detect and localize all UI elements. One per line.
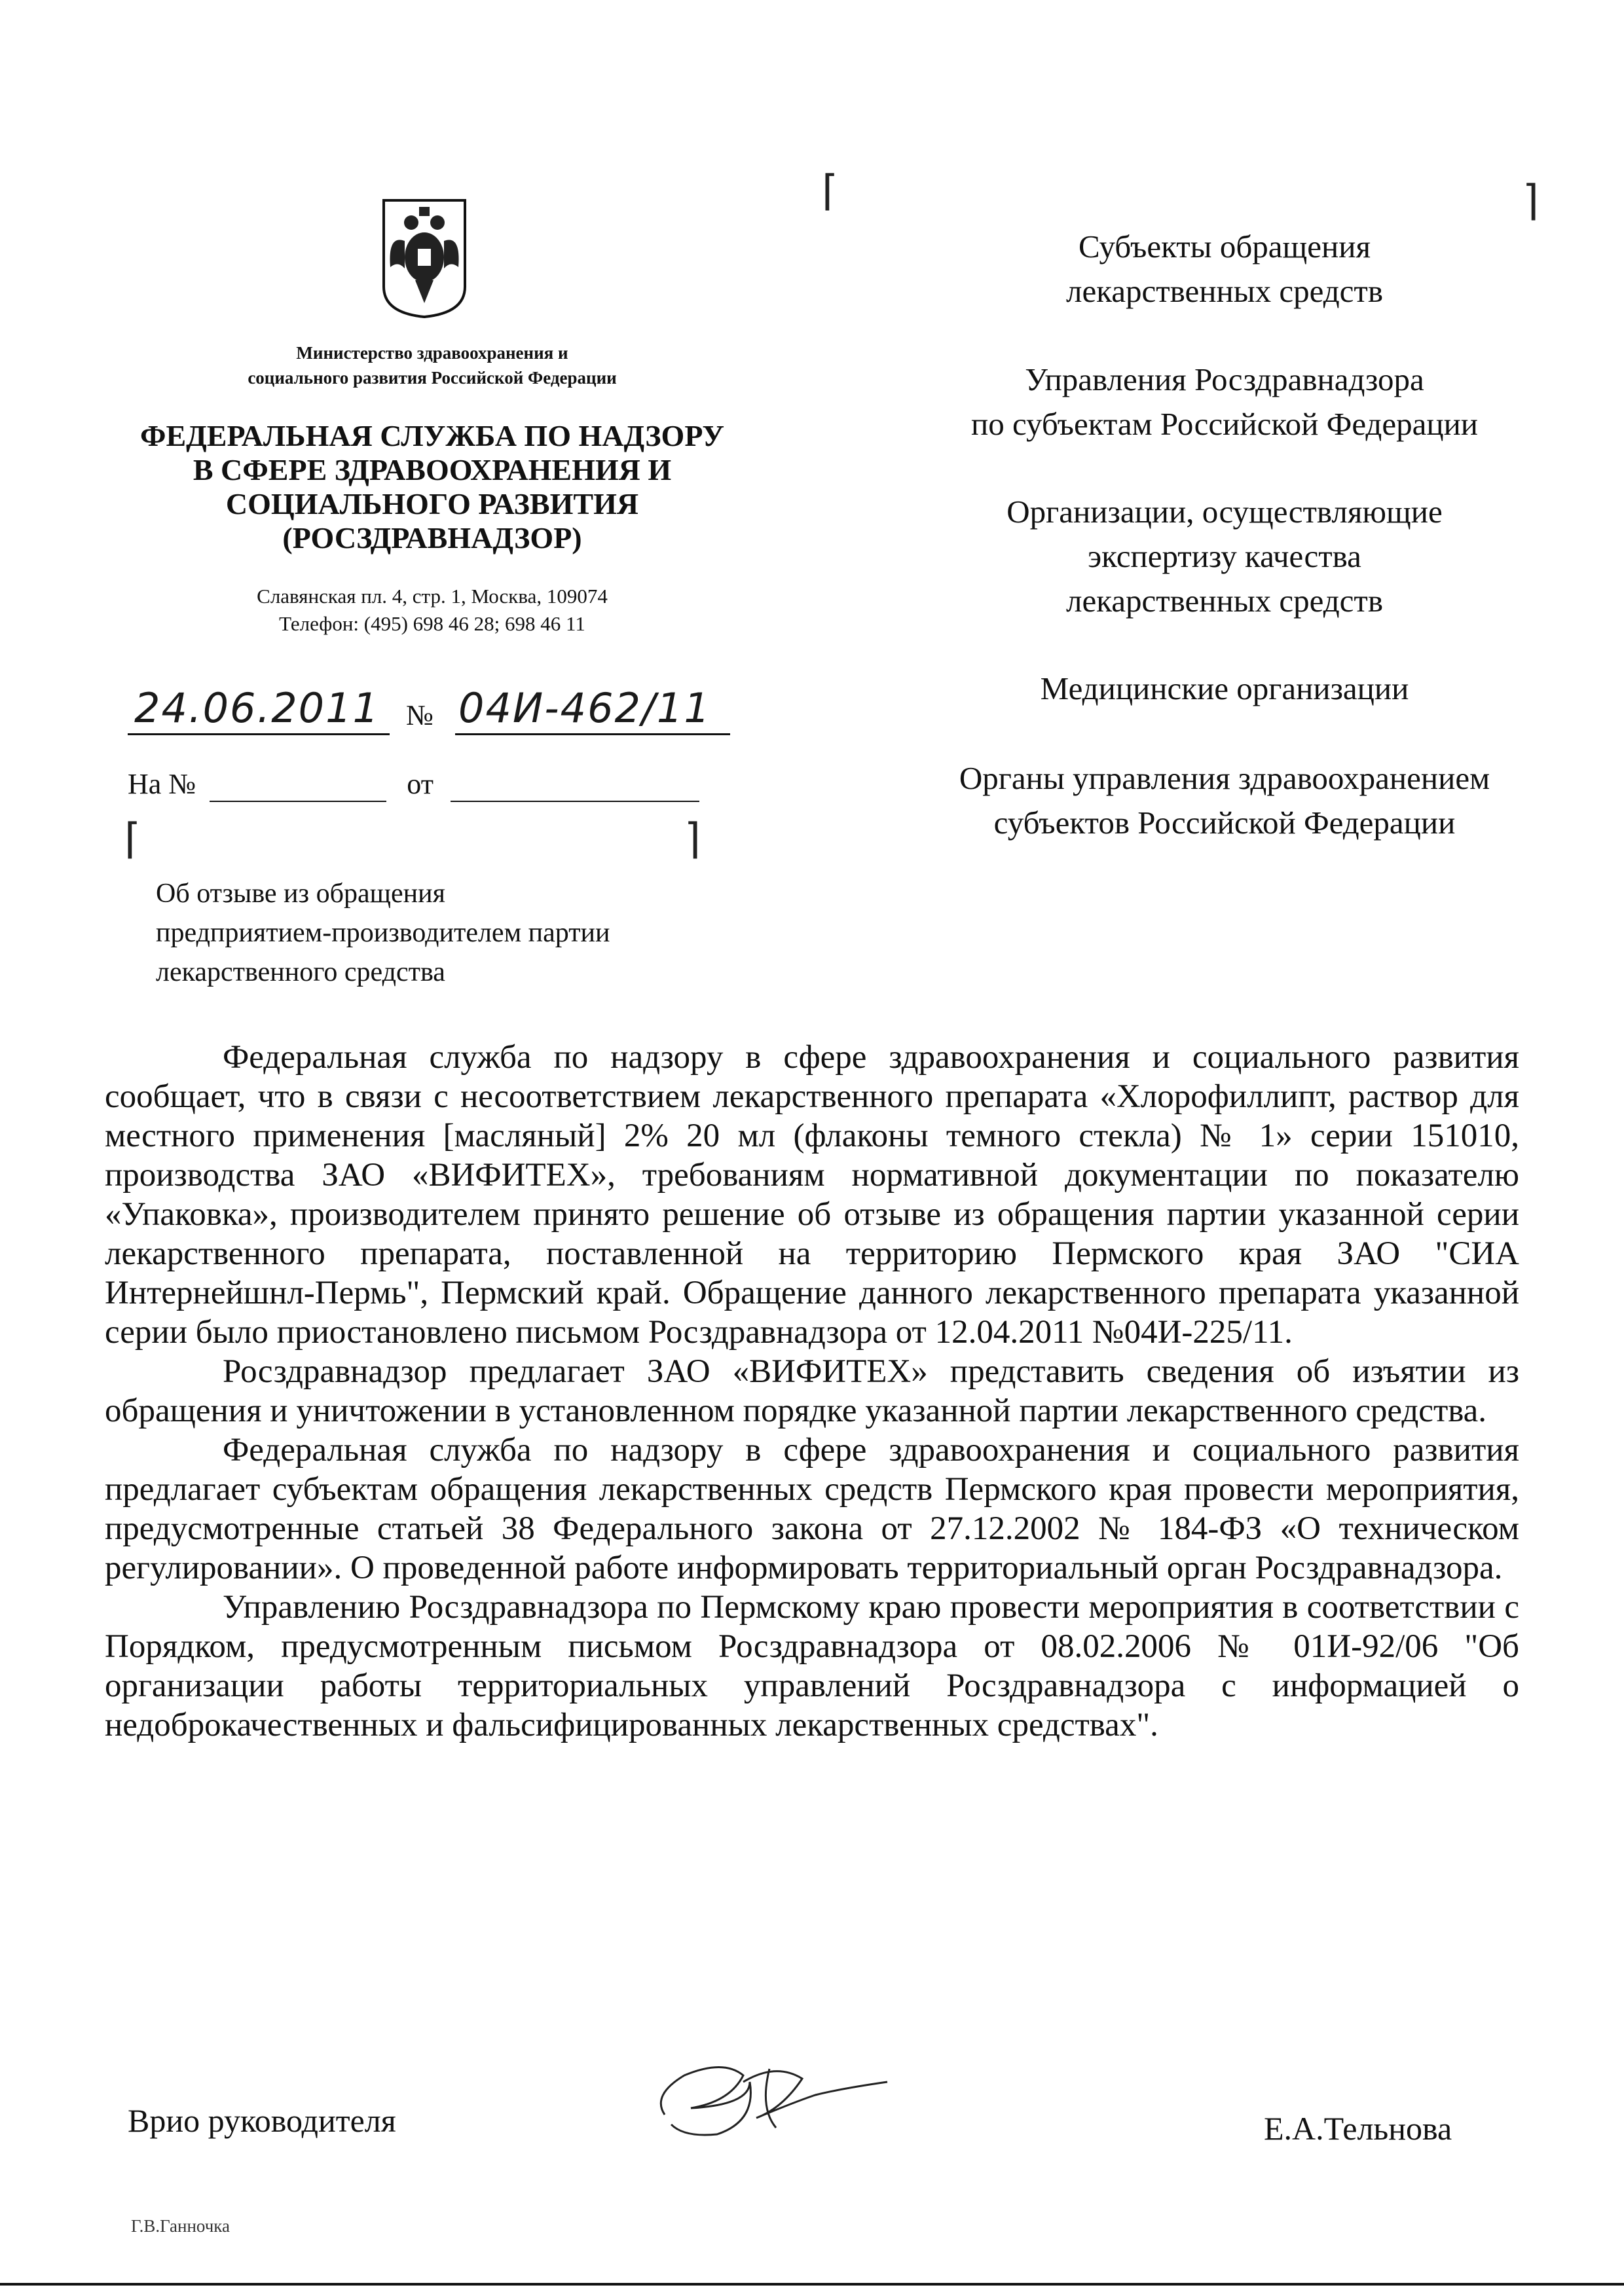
registration-date: 24.06.2011 <box>134 684 380 732</box>
ministry-line: социального развития Российской Федерации <box>248 368 617 388</box>
reply-number-blank <box>210 767 386 802</box>
subject-bracket-left: ⌈ <box>124 815 141 864</box>
coat-of-arms-icon <box>378 195 470 319</box>
number-underline <box>455 733 730 735</box>
letter-body <box>105 1038 1519 1745</box>
addressee-line: по субъектам Российской Федерации <box>970 406 1479 442</box>
addressee-line: лекарственных средств <box>1066 273 1383 309</box>
body-paragraph: Федеральная служба по надзору в сфере здравоохранения и социального развития предлагает субъектам обращения лекарственных средств Пермского края провести мероприятия, предусмотренные статьей 38 Федерального закона от 27.12.2002 № 184-ФЗ «О техническом регулировании». О проведенной работе информировать территориальный орган Росздравнадзора. <box>105 1432 1519 1586</box>
agency-line: В СФЕРЕ ЗДРАВООХРАНЕНИЯ И <box>193 453 672 486</box>
addressee-block <box>881 756 1568 845</box>
addressee-block <box>881 490 1568 623</box>
letter-subject <box>156 874 732 992</box>
agency-address <box>144 583 720 638</box>
subject-line: лекарственного средства <box>156 957 445 987</box>
phone-line: Телефон: (495) 698 46 28; 698 46 11 <box>279 612 585 635</box>
reply-date-blank <box>451 767 699 802</box>
subject-line: Об отзыве из обращения <box>156 879 445 909</box>
addressee-bracket-right: ⌉ <box>1522 177 1539 225</box>
subject-bracket-right: ⌉ <box>684 815 701 864</box>
addressee-line: экспертизу качества <box>1088 538 1361 574</box>
signatory-name: Е.А.Тельнова <box>1264 2110 1452 2147</box>
ministry-line: Министерство здравоохранения и <box>296 343 568 363</box>
executor-name: Г.В.Ганночка <box>131 2216 230 2236</box>
registration-number: 04И-462/11 <box>458 684 711 732</box>
reply-reference <box>128 767 699 802</box>
addressee-block <box>881 357 1568 446</box>
signatory-role: Врио руководителя <box>128 2102 396 2139</box>
subject-line: предприятием-производителем партии <box>156 918 610 948</box>
addressee-block <box>881 666 1568 711</box>
addressee-block <box>881 225 1568 314</box>
date-underline <box>128 733 390 735</box>
body-paragraph: Управлению Росздравнадзора по Пермскому краю провести мероприятия в соответствии с Порядком, предусмотренным письмом Росздравнадзора от 08.02.2006 № 01И-92/06 "Об организации работы территориальных управлений Росздравнадзора с информацией о недоброкачественных и фальсифицированных лекарственных средствах". <box>105 1589 1519 1743</box>
body-paragraph: Федеральная служба по надзору в сфере здравоохранения и социального развития сообщает, что в связи с несоответствием лекарственного препарата «Хлорофиллипт, раствор для местного применения [масляный] 2% 20 мл (флаконы темного стекла) № 1» серии 151010, производства ЗАО «ВИФИТЕХ», требованиям нормативной документации по показателю «Упаковка», производителем принято решение об отзыве из обращения партии указанной серии лекарственного препарата, поставленной на территорию Пермского края ЗАО "СИА Интернейшнл-Пермь", Пермский край. Обращение данного лекарственного препарата указанной серии было приостановлено письмом Росздравнадзора от 12.04.2011 №04И-225/11. <box>105 1039 1519 1351</box>
addressee-line: лекарственных средств <box>1066 583 1383 619</box>
number-label: № <box>406 699 434 731</box>
agency-line: ФЕДЕРАЛЬНАЯ СЛУЖБА ПО НАДЗОРУ <box>139 419 725 452</box>
addressee-line: Организации, осуществляющие <box>1006 494 1443 530</box>
reply-label: На № <box>128 768 196 800</box>
agency-line: (РОСЗДРАВНАДЗОР) <box>282 521 582 555</box>
addressee-line: Медицинские организации <box>1040 670 1409 706</box>
agency-line: СОЦИАЛЬНОГО РАЗВИТИЯ <box>225 487 639 520</box>
address-line: Славянская пл. 4, стр. 1, Москва, 109074 <box>257 585 608 608</box>
page-bottom-rule <box>0 2283 1624 2286</box>
ministry-name <box>144 340 720 390</box>
addressee-line: субъектов Российской Федерации <box>993 805 1456 841</box>
agency-name <box>118 419 747 555</box>
addressee-line: Органы управления здравоохранением <box>959 760 1490 796</box>
addressee-bracket-left: ⌈ <box>822 167 838 215</box>
addressee-line: Управления Росздравнадзора <box>1025 361 1424 397</box>
addressee-line: Субъекты обращения <box>1078 228 1371 264</box>
handwritten-signature-icon <box>645 2056 894 2147</box>
body-paragraph: Росздравнадзор предлагает ЗАО «ВИФИТЕХ» представить сведения об изъятии из обращения и уничтожении в установленном порядке указанной партии лекарственного средства. <box>105 1353 1519 1429</box>
registration-line <box>128 684 737 743</box>
from-label: от <box>407 768 434 800</box>
